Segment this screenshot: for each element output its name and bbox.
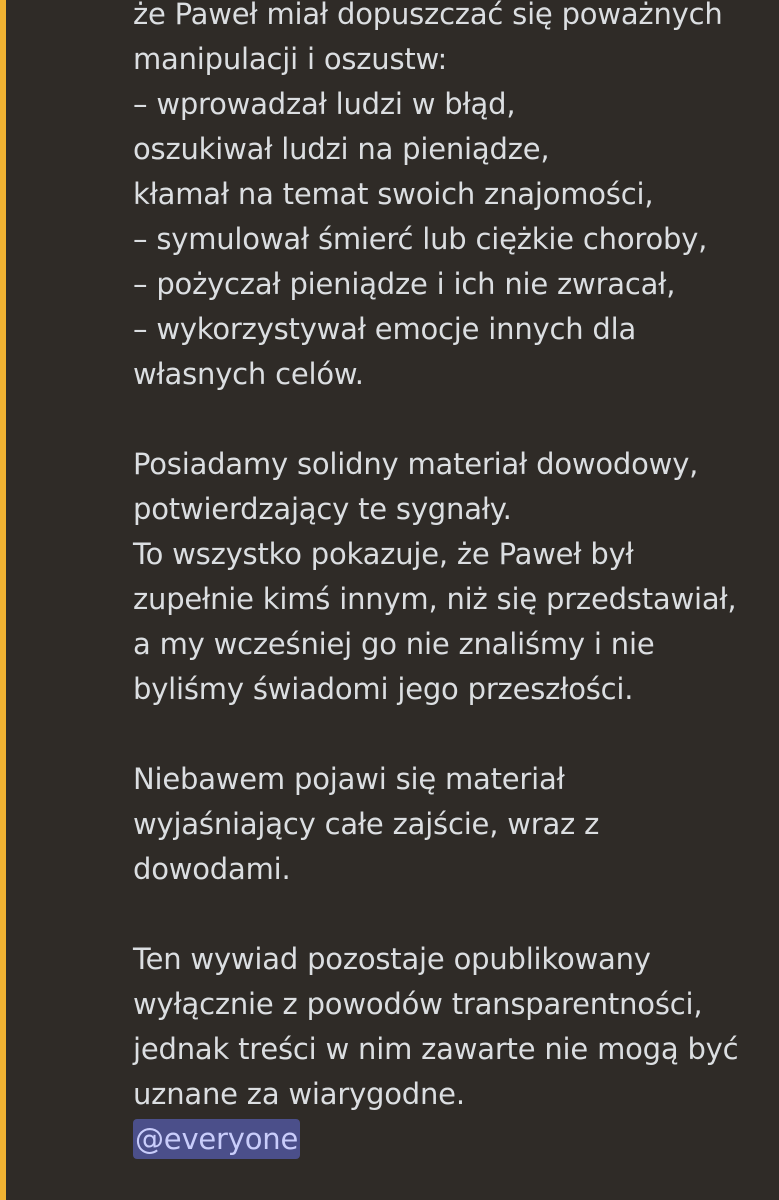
message-line: Ten wywiad pozostaje opublikowany <box>133 942 651 976</box>
message-content <box>133 0 773 1162</box>
message-line: uznane za wiarygodne. <box>133 1077 465 1111</box>
message-line: wyłącznie z powodów transparentności, <box>133 987 703 1021</box>
message-line: – pożyczał pieniądze i ich nie zwracał, <box>133 267 676 301</box>
message-line: jednak treści w nim zawarte nie mogą być <box>133 1032 739 1066</box>
message-line: własnych celów. <box>133 357 364 391</box>
paragraph-break <box>133 892 773 937</box>
message-line: zupełnie kimś innym, niż się przedstawiał, <box>133 582 737 616</box>
message-line: byliśmy świadomi jego przeszłości. <box>133 672 634 706</box>
message-line: wyjaśniający całe zajście, wraz z <box>133 807 600 841</box>
message-line: – wprowadzał ludzi w błąd, <box>133 87 516 121</box>
message-line: Niebawem pojawi się materiał <box>133 762 565 796</box>
mention-highlight-bar <box>0 0 6 1200</box>
message-line: – symulował śmierć lub ciężkie choroby, <box>133 222 708 256</box>
message-line: – wykorzystywał emocje innych dla <box>133 312 637 346</box>
message-line: To wszystko pokazuje, że Paweł był <box>133 537 634 571</box>
message-line: manipulacji i oszustw: <box>133 42 448 76</box>
paragraph-break <box>133 397 773 442</box>
mention-line <box>133 1117 773 1162</box>
message-line: a my wcześniej go nie znaliśmy i nie <box>133 627 655 661</box>
message-line: dowodami. <box>133 852 291 886</box>
everyone-mention[interactable]: @everyone <box>133 1119 300 1159</box>
message-line: oszukiwał ludzi na pieniądze, <box>133 132 550 166</box>
message-line: kłamał na temat swoich znajomości, <box>133 177 654 211</box>
message-line: potwierdzający te sygnały. <box>133 492 512 526</box>
paragraph-break <box>133 712 773 757</box>
message-line: że Paweł miał dopuszczać się poważnych <box>133 0 723 31</box>
message-line: Posiadamy solidny materiał dowodowy, <box>133 447 699 481</box>
